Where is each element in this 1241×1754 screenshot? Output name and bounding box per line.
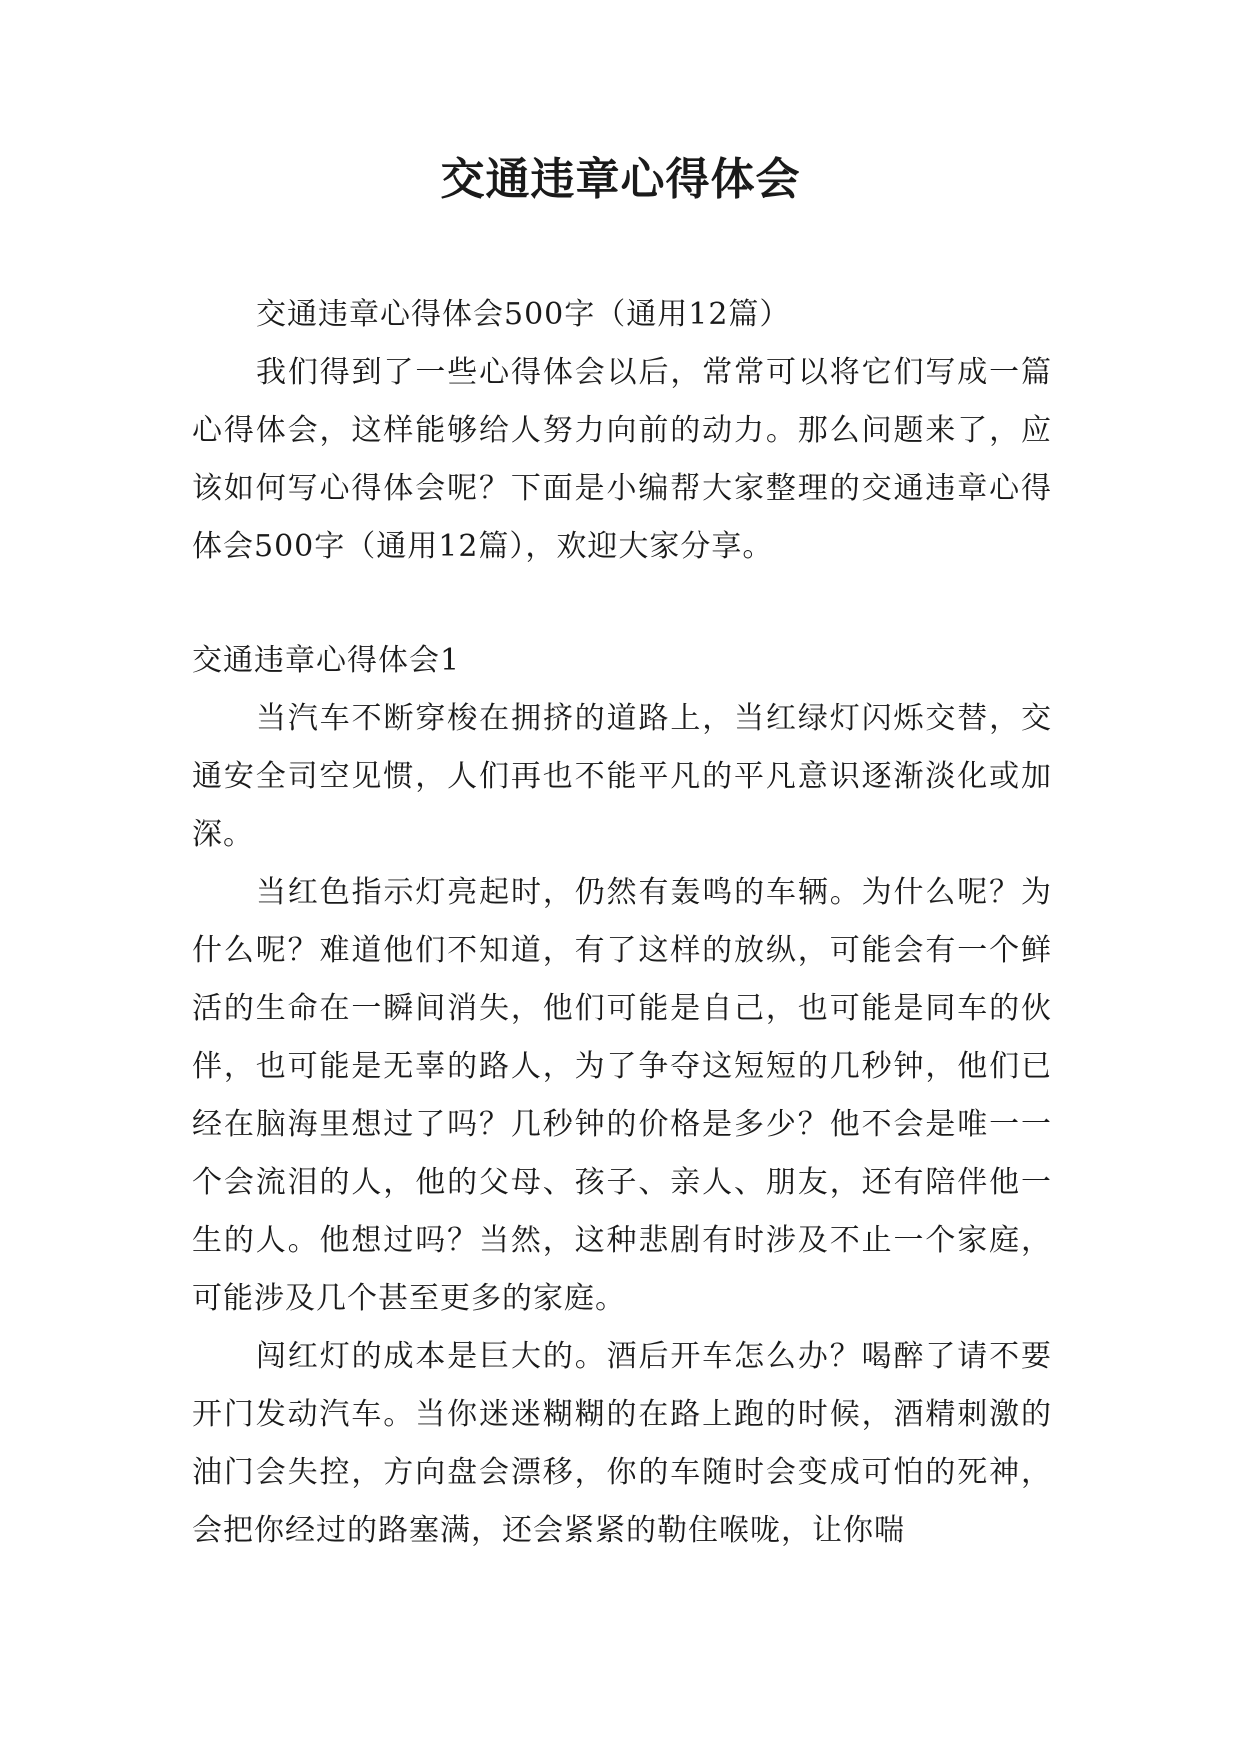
body-paragraph: 闯红灯的成本是巨大的。酒后开车怎么办？喝醉了请不要开门发动汽车。当你迷迷糊糊的在路上跑的时候，酒精刺激的油门会失控，方向盘会漂移，你的车随时会变成可怕的死神，会把你经过的路塞满，还会紧紧的勒住喉咙，让你喘 xyxy=(192,1339,1052,1548)
intro-paragraph: 我们得到了一些心得体会以后，常常可以将它们写成一篇心得体会，这样能够给人努力向前的动力。那么问题来了，应该如何写心得体会呢？下面是小编帮大家整理的交通违章心得体会500字（通用12篇），欢迎大家分享。 xyxy=(192,355,1052,564)
document-body xyxy=(192,286,1052,1560)
body-paragraph: 当汽车不断穿梭在拥挤的道路上，当红绿灯闪烁交替，交通安全司空见惯，人们再也不能平凡的平凡意识逐渐淡化或加深。 xyxy=(192,701,1052,852)
body-paragraph: 当红色指示灯亮起时，仍然有轰鸣的车辆。为什么呢？为什么呢？难道他们不知道，有了这样的放纵，可能会有一个鲜活的生命在一瞬间消失，他们可能是自己，也可能是同车的伙伴，也可能是无辜的路人，为了争夺这短短的几秒钟，他们已经在脑海里想过了吗？几秒钟的价格是多少？他不会是唯一一个会流泪的人，他的父母、孩子、亲人、朋友，还有陪伴他一生的人。他想过吗？当然，这种悲剧有时涉及不止一个家庭，可能涉及几个甚至更多的家庭。 xyxy=(192,875,1052,1316)
section-heading: 交通违章心得体会1 xyxy=(192,643,461,678)
document-title: 交通违章心得体会 xyxy=(440,154,801,205)
document-subtitle: 交通违章心得体会500字（通用12篇） xyxy=(256,297,791,332)
